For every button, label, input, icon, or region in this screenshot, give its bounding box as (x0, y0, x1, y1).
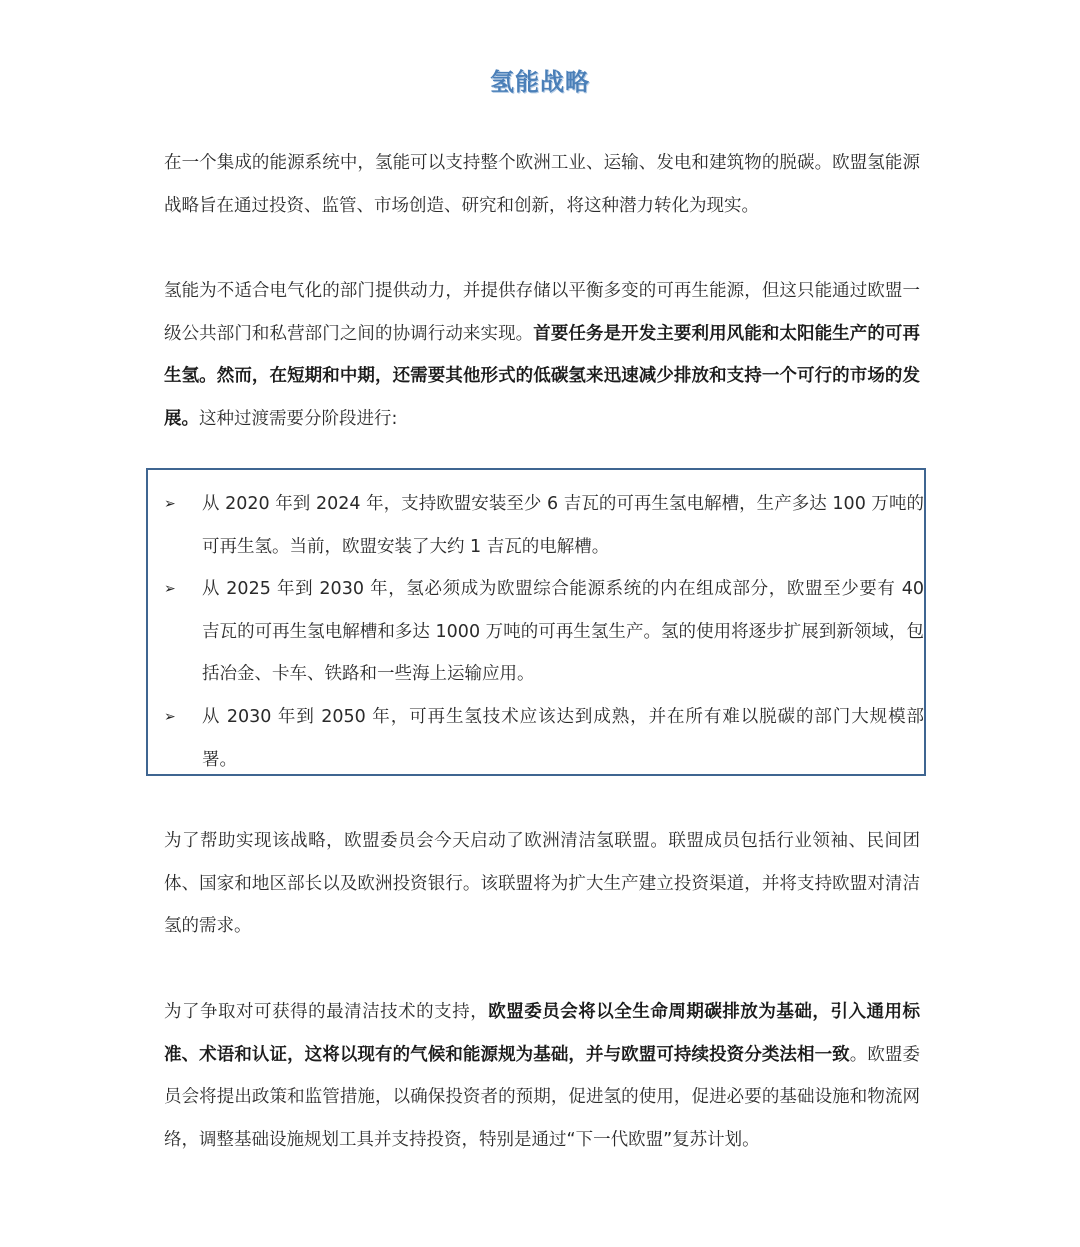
paragraph-priorities-bold: 首要任务是开发主要利用风能和太阳能生产的可再生氢。然而，在短期和中期，还需要其他形式的低碳氢来迅速减少排放和支持一个可行的市场的发展。 (164, 323, 920, 429)
phase-item (164, 696, 924, 781)
paragraph-alliance: 为了帮助实现该战略，欧盟委员会今天启动了欧洲清洁氢联盟。联盟成员包括行业领袖、民间团体、国家和地区部长以及欧洲投资银行。该联盟将为扩大生产建立投资渠道，并将支持欧盟对清洁氢的需求。 (164, 831, 920, 936)
paragraph-priorities-intro: 氢能为不适合电气化的部门提供动力，并提供存储以平衡多变的可再生能源，但这只能通过欧盟一级公共部门和私营部门之间的协调行动来实现。 (164, 281, 920, 344)
paragraph-intro: 在一个集成的能源系统中，氢能可以支持整个欧洲工业、运输、发电和建筑物的脱碳。欧盟氢能源战略旨在通过投资、监管、市场创造、研究和创新，将这种潜力转化为现实。 (164, 153, 920, 216)
phase-text: 从 2030 年到 2050 年，可再生氢技术应该达到成熟，并在所有难以脱碳的部门大规模部署。 (202, 707, 924, 770)
phase-item (164, 568, 924, 696)
paragraph-standards-outro: 。欧盟委员会将提出政策和监管措施，以确保投资者的预期，促进氢的使用，促进必要的基础设施和物流网络，调整基础设施规划工具并支持投资，特别是通过“下一代欧盟”复苏计划。 (164, 1044, 920, 1150)
page-title: 氢能战略 (490, 68, 590, 96)
arrow-bullet-icon: ➢ (164, 581, 176, 597)
paragraph-priorities (164, 270, 920, 440)
paragraph-standards (164, 991, 920, 1161)
arrow-bullet-icon: ➢ (164, 709, 176, 725)
phase-item (164, 483, 924, 568)
phase-text: 从 2025 年到 2030 年，氢必须成为欧盟综合能源系统的内在组成部分，欧盟至少要有 40 吉瓦的可再生氢电解槽和多达 1000 万吨的可再生氢生产。氢的使用将逐步扩展到新领域，包括冶金、卡车、铁路和一些海上运输应用。 (202, 579, 924, 684)
phases-box (146, 468, 926, 776)
paragraph-priorities-outro: 这种过渡需要分阶段进行: (199, 408, 398, 429)
paragraph-standards-bold: 欧盟委员会将以全生命周期碳排放为基础，引入通用标准、术语和认证，这将以现有的气候和能源规为基础，并与欧盟可持续投资分类法相一致 (164, 1002, 920, 1065)
arrow-bullet-icon: ➢ (164, 496, 176, 512)
phase-text: 从 2020 年到 2024 年，支持欧盟安装至少 6 吉瓦的可再生氢电解槽，生产多达 100 万吨的可再生氢。当前，欧盟安装了大约 1 吉瓦的电解槽。 (202, 494, 924, 557)
paragraph-standards-intro: 为了争取对可获得的最清洁技术的支持， (164, 1002, 489, 1022)
